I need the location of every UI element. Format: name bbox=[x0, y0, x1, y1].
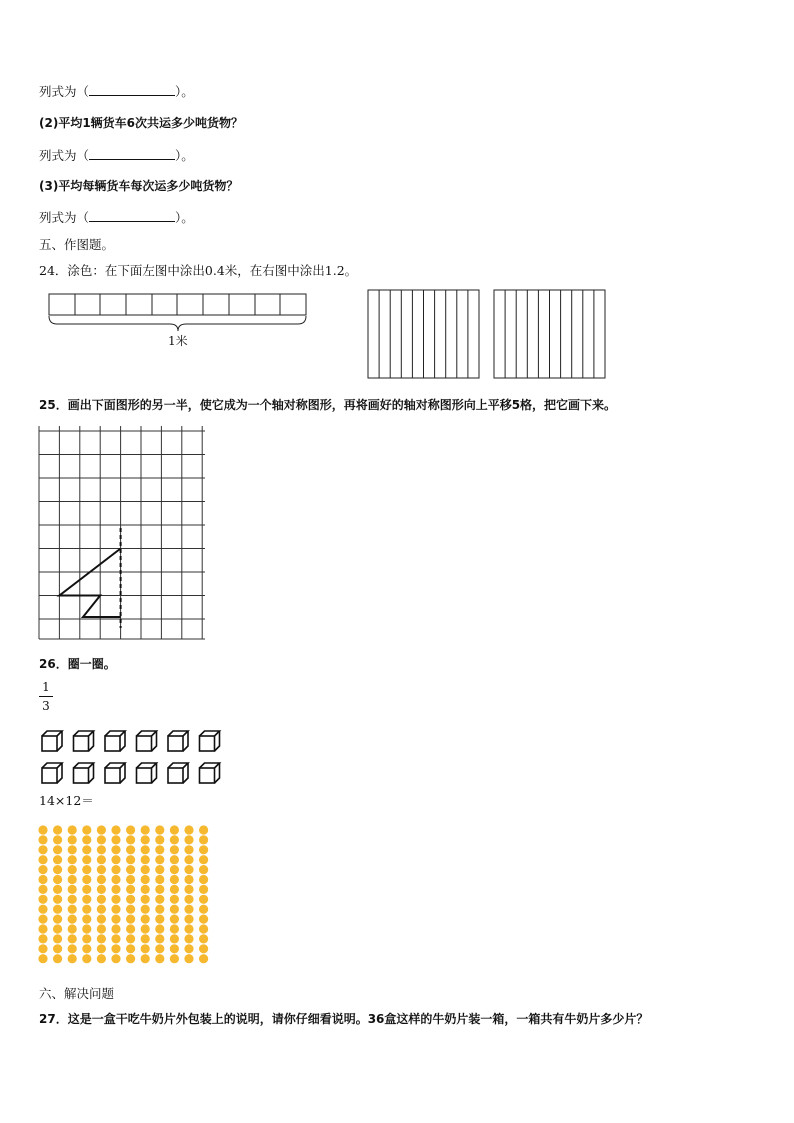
dot bbox=[53, 885, 62, 894]
dot bbox=[82, 845, 91, 854]
dot bbox=[97, 934, 106, 943]
dot bbox=[170, 895, 179, 904]
dot bbox=[111, 855, 120, 864]
dot bbox=[199, 825, 208, 834]
dot bbox=[82, 885, 91, 894]
fraction-numerator: 1 bbox=[42, 680, 50, 694]
dot bbox=[82, 934, 91, 943]
dot bbox=[38, 855, 47, 864]
dot bbox=[111, 825, 120, 834]
dot bbox=[68, 855, 77, 864]
dot bbox=[111, 835, 120, 844]
dot bbox=[53, 895, 62, 904]
dot bbox=[126, 865, 135, 874]
dot bbox=[53, 915, 62, 924]
dot bbox=[141, 845, 150, 854]
dot bbox=[68, 895, 77, 904]
dot bbox=[97, 885, 106, 894]
dot bbox=[155, 915, 164, 924]
dot bbox=[97, 835, 106, 844]
dot bbox=[184, 865, 193, 874]
dot bbox=[97, 915, 106, 924]
dot bbox=[170, 855, 179, 864]
dot bbox=[126, 895, 135, 904]
dot bbox=[155, 825, 164, 834]
dot bbox=[199, 944, 208, 953]
dot bbox=[111, 944, 120, 953]
formula-suffix: ）。 bbox=[175, 148, 194, 163]
dot bbox=[82, 875, 91, 884]
dot bbox=[68, 865, 77, 874]
dot bbox=[184, 845, 193, 854]
formula-prefix: 列式为（ bbox=[39, 148, 90, 163]
dot bbox=[184, 954, 193, 963]
dot bbox=[170, 915, 179, 924]
dot bbox=[141, 944, 150, 953]
dot bbox=[141, 875, 150, 884]
dot bbox=[170, 885, 179, 894]
dot bbox=[38, 954, 47, 963]
dot bbox=[141, 934, 150, 943]
dot bbox=[141, 835, 150, 844]
dot bbox=[126, 885, 135, 894]
dot bbox=[155, 885, 164, 894]
equation-text: 14×12＝ bbox=[39, 793, 94, 808]
dot bbox=[111, 915, 120, 924]
dot bbox=[82, 895, 91, 904]
dot bbox=[111, 845, 120, 854]
dot bbox=[199, 845, 208, 854]
dot bbox=[184, 905, 193, 914]
dot bbox=[155, 865, 164, 874]
dot bbox=[38, 885, 47, 894]
dot bbox=[97, 895, 106, 904]
dot bbox=[170, 825, 179, 834]
dot bbox=[141, 954, 150, 963]
section-6-heading: 六、解决问题 bbox=[39, 986, 115, 1001]
dot bbox=[68, 954, 77, 963]
dot bbox=[170, 934, 179, 943]
formula-suffix: ）。 bbox=[175, 84, 194, 99]
dot bbox=[97, 924, 106, 933]
dot bbox=[141, 825, 150, 834]
dot bbox=[38, 934, 47, 943]
dot bbox=[68, 905, 77, 914]
dot bbox=[82, 944, 91, 953]
dot bbox=[141, 865, 150, 874]
dot bbox=[184, 855, 193, 864]
dot bbox=[199, 954, 208, 963]
dot bbox=[170, 875, 179, 884]
dot bbox=[141, 855, 150, 864]
dot bbox=[53, 954, 62, 963]
dot bbox=[184, 835, 193, 844]
dot bbox=[126, 954, 135, 963]
dot bbox=[126, 934, 135, 943]
dot bbox=[82, 825, 91, 834]
question-23-part-2: (2)平均1辆货车6次共运多少吨货物？ bbox=[39, 116, 244, 130]
dot bbox=[199, 915, 208, 924]
dot bbox=[38, 825, 47, 834]
dot bbox=[97, 954, 106, 963]
dot bbox=[155, 895, 164, 904]
dot bbox=[184, 944, 193, 953]
dot bbox=[82, 905, 91, 914]
dot bbox=[68, 885, 77, 894]
dot bbox=[97, 845, 106, 854]
dot bbox=[141, 924, 150, 933]
dot bbox=[111, 895, 120, 904]
dot bbox=[111, 875, 120, 884]
dot bbox=[68, 845, 77, 854]
dot bbox=[141, 895, 150, 904]
dot bbox=[97, 865, 106, 874]
dot bbox=[155, 875, 164, 884]
dot bbox=[38, 865, 47, 874]
dot bbox=[170, 845, 179, 854]
dot bbox=[38, 845, 47, 854]
dot bbox=[199, 934, 208, 943]
dot bbox=[126, 875, 135, 884]
dot bbox=[38, 835, 47, 844]
dot bbox=[126, 944, 135, 953]
question-27-text: 27．这是一盒干吃牛奶片外包装上的说明，请你仔细看说明。36盒这样的牛奶片装一箱，一箱共有牛奶片多少片？ bbox=[39, 1012, 649, 1026]
question-24-text: 24．涂色：在下面左图中涂出0.4米，在右图中涂出1.2。 bbox=[39, 263, 358, 278]
question-25-text: 25．画出下面图形的另一半，使它成为一个轴对称图形，再将画好的轴对称图形向上平移5格，把它画下来。 bbox=[39, 398, 617, 412]
dot bbox=[68, 825, 77, 834]
dot bbox=[53, 934, 62, 943]
dot bbox=[111, 954, 120, 963]
dot bbox=[53, 905, 62, 914]
dot bbox=[53, 855, 62, 864]
dot bbox=[82, 915, 91, 924]
dot bbox=[126, 924, 135, 933]
dot bbox=[82, 855, 91, 864]
dot bbox=[170, 865, 179, 874]
dot bbox=[199, 865, 208, 874]
dot bbox=[184, 915, 193, 924]
dot bbox=[82, 865, 91, 874]
dot bbox=[38, 924, 47, 933]
dot bbox=[111, 905, 120, 914]
dot bbox=[155, 954, 164, 963]
dot bbox=[141, 885, 150, 894]
formula-suffix: ）。 bbox=[175, 210, 194, 225]
dot bbox=[199, 924, 208, 933]
dot bbox=[170, 944, 179, 953]
dot bbox=[68, 915, 77, 924]
dot bbox=[199, 835, 208, 844]
ruler-label: 1米 bbox=[168, 334, 188, 348]
dot bbox=[126, 905, 135, 914]
dot bbox=[126, 855, 135, 864]
formula-prefix: 列式为（ bbox=[39, 84, 90, 99]
fraction-denominator: 3 bbox=[42, 699, 50, 713]
dot bbox=[53, 865, 62, 874]
dot bbox=[155, 855, 164, 864]
dot bbox=[82, 835, 91, 844]
question-23-part-3: (3)平均每辆货车每次运多少吨货物？ bbox=[39, 179, 239, 193]
dot bbox=[68, 934, 77, 943]
dot bbox=[199, 855, 208, 864]
dot bbox=[184, 924, 193, 933]
dot bbox=[170, 835, 179, 844]
dot bbox=[68, 924, 77, 933]
dot bbox=[111, 865, 120, 874]
dot bbox=[141, 905, 150, 914]
dot bbox=[53, 825, 62, 834]
dot bbox=[38, 915, 47, 924]
dot bbox=[97, 905, 106, 914]
dot bbox=[199, 885, 208, 894]
dot bbox=[82, 924, 91, 933]
dot bbox=[170, 924, 179, 933]
dot bbox=[38, 905, 47, 914]
dot bbox=[68, 944, 77, 953]
dot bbox=[53, 875, 62, 884]
dot bbox=[155, 905, 164, 914]
dot bbox=[38, 895, 47, 904]
dot bbox=[53, 924, 62, 933]
dot bbox=[97, 825, 106, 834]
dot bbox=[199, 905, 208, 914]
dot bbox=[184, 885, 193, 894]
dot bbox=[111, 934, 120, 943]
dot bbox=[170, 954, 179, 963]
dot bbox=[155, 924, 164, 933]
dot bbox=[184, 895, 193, 904]
dot bbox=[38, 944, 47, 953]
dot bbox=[38, 875, 47, 884]
dot bbox=[155, 835, 164, 844]
dot bbox=[68, 875, 77, 884]
dot bbox=[184, 934, 193, 943]
formula-prefix: 列式为（ bbox=[39, 210, 90, 225]
dot bbox=[126, 825, 135, 834]
dot bbox=[111, 924, 120, 933]
dot bbox=[126, 835, 135, 844]
dot bbox=[141, 915, 150, 924]
dot bbox=[155, 934, 164, 943]
dot bbox=[184, 875, 193, 884]
dot bbox=[199, 875, 208, 884]
dot bbox=[68, 835, 77, 844]
dot bbox=[53, 944, 62, 953]
dot bbox=[97, 875, 106, 884]
dot bbox=[155, 845, 164, 854]
dot bbox=[155, 944, 164, 953]
dot bbox=[199, 895, 208, 904]
dot bbox=[126, 845, 135, 854]
dot bbox=[53, 835, 62, 844]
dot bbox=[170, 905, 179, 914]
question-26-text: 26．圈一圈。 bbox=[39, 657, 116, 671]
dot bbox=[184, 825, 193, 834]
dot bbox=[97, 944, 106, 953]
dot bbox=[97, 855, 106, 864]
dot bbox=[111, 885, 120, 894]
dot bbox=[53, 845, 62, 854]
section-5-heading: 五、作图题。 bbox=[39, 237, 115, 252]
dot bbox=[126, 915, 135, 924]
dot bbox=[82, 954, 91, 963]
